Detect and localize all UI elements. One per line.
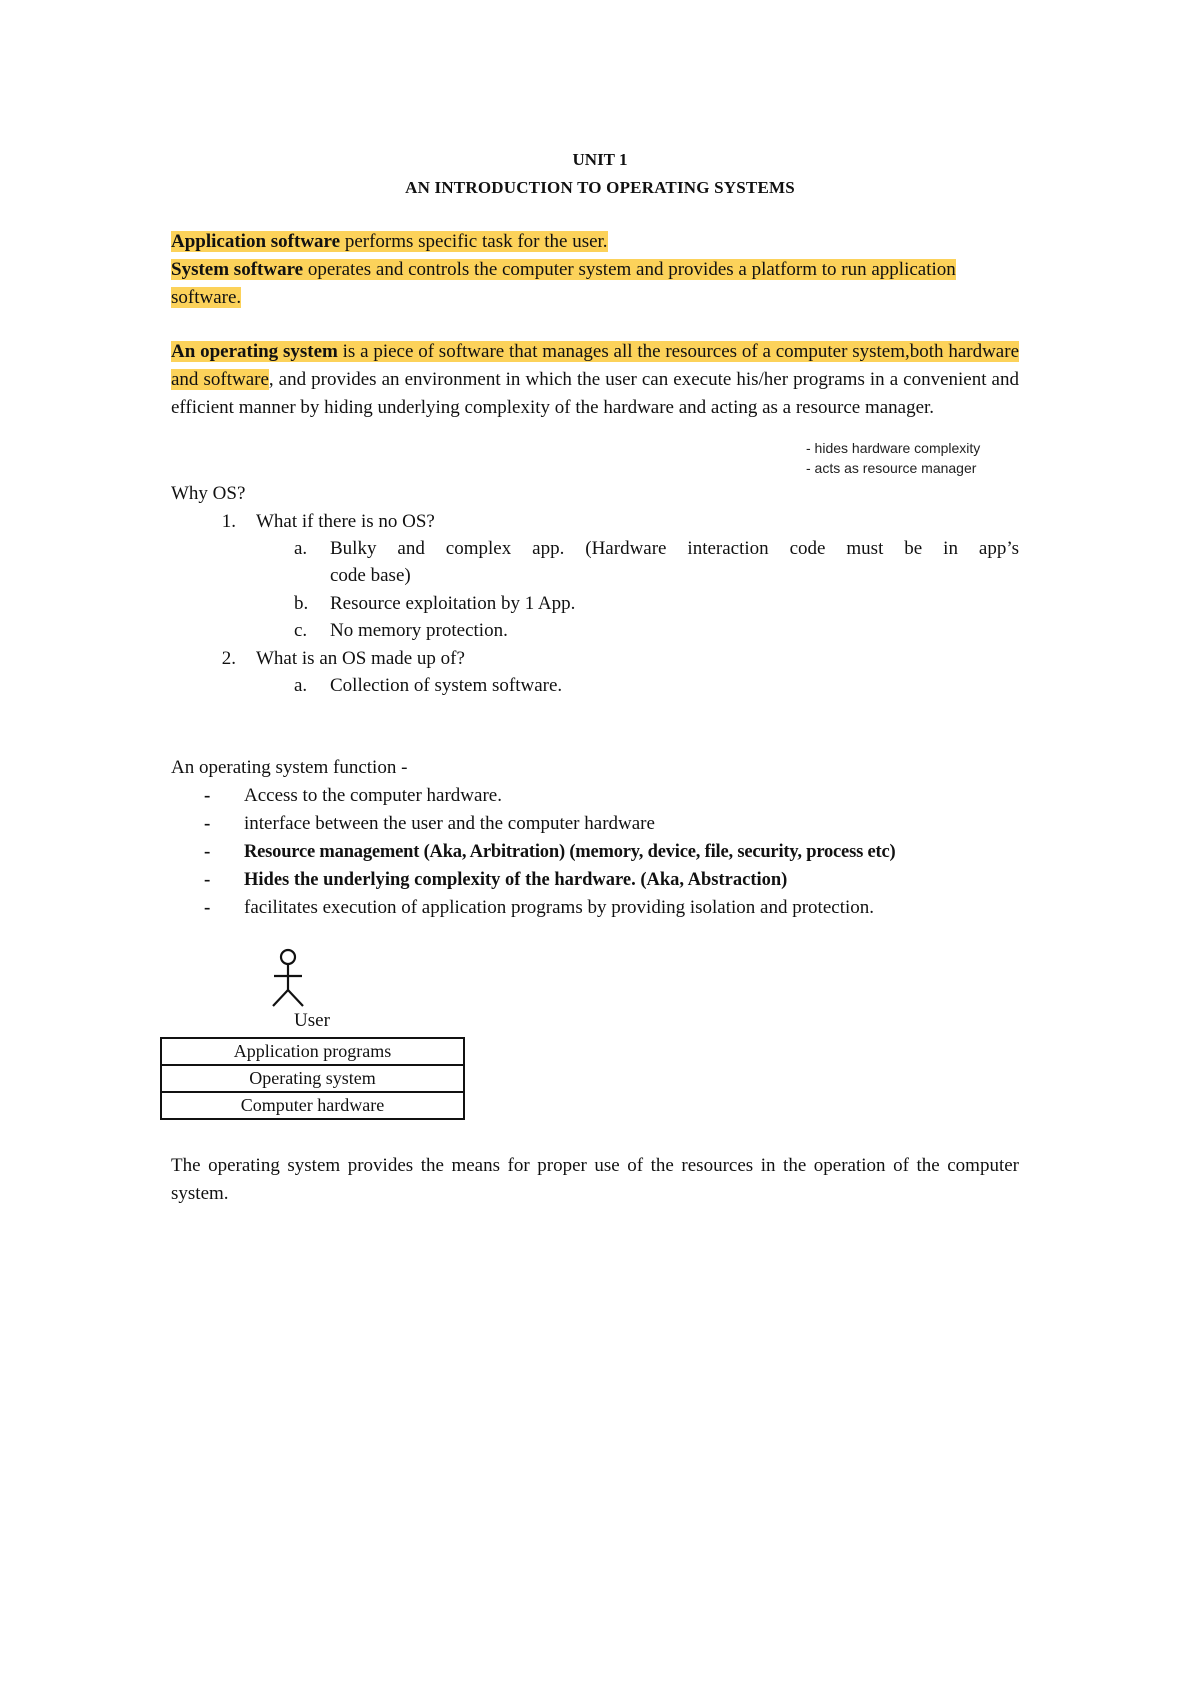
layer-operating-system: Operating system (161, 1065, 464, 1092)
q1-item-b-label: b. (294, 593, 309, 614)
layer-row (161, 1092, 464, 1119)
stick-figure-user-icon (268, 948, 308, 1010)
system-layers-table (160, 1037, 465, 1120)
layer-row (161, 1038, 464, 1065)
os-definition-paragraph (171, 338, 1019, 422)
bullet-dash: - (204, 869, 211, 890)
app-software-term: Application software (171, 231, 341, 252)
definitions-block (171, 228, 1019, 312)
system-software-text: operates and controls the computer system and provides a platform to run application software. (171, 259, 956, 308)
function-item-text: facilitates execution of application programs by providing isolation and protection. (244, 897, 874, 918)
side-note-1: - hides hardware complexity (806, 440, 981, 456)
bullet-dash: - (204, 813, 211, 834)
app-software-text: performs specific task for the user. (340, 231, 608, 252)
side-note-2: - acts as resource manager (806, 460, 977, 476)
layer-row (161, 1065, 464, 1092)
system-software-definition (171, 259, 956, 308)
q1-item-c-label: c. (294, 620, 308, 641)
q1-item-a-continuation: code base) (330, 565, 411, 586)
app-software-definition (171, 231, 608, 252)
document-subtitle: AN INTRODUCTION TO OPERATING SYSTEMS (405, 178, 795, 197)
q1-item-a-label: a. (294, 538, 308, 559)
question-2-number: 2. (221, 648, 236, 669)
q2-item-a-text: Collection of system software. (330, 675, 563, 696)
layer-computer-hardware: Computer hardware (161, 1092, 464, 1119)
q1-item-c-text: No memory protection. (330, 620, 508, 641)
os-highlight-text: is a piece of software that manages all the resources of a computer system,both hardware and software (171, 341, 1020, 390)
layer-application-programs: Application programs (161, 1038, 464, 1065)
why-os-heading: Why OS? (171, 483, 246, 504)
question-2-text: What is an OS made up of? (256, 648, 465, 669)
function-item-text: Hides the underlying complexity of the hardware. (Aka, Abstraction) (244, 870, 788, 890)
os-definition-rest: , and provides an environment in which the user can execute his/her programs in a convenient and efficient manner by hiding underlying complexity of the hardware and acting as a resource manager. (171, 369, 1019, 418)
system-software-term: System software (171, 259, 304, 280)
user-label: User (294, 1010, 330, 1031)
question-1-number: 1. (221, 511, 236, 532)
closing-paragraph: The operating system provides the means for proper use of the resources in the operation of the computer system. (171, 1155, 1019, 1204)
question-1-text: What if there is no OS? (256, 511, 435, 532)
bullet-dash: - (204, 785, 211, 806)
functions-heading: An operating system function - (171, 757, 408, 778)
function-item-text: Resource management (Aka, Arbitration) (memory, device, file, security, process etc) (244, 842, 896, 862)
os-term: An operating system (171, 341, 338, 362)
bullet-dash: - (204, 841, 211, 862)
q1-item-b-text: Resource exploitation by 1 App. (330, 593, 576, 614)
function-item-text: Access to the computer hardware. (244, 785, 502, 806)
q1-item-a-text: Bulky and complex app. (Hardware interaction code must be in app’s (330, 538, 1019, 559)
unit-title: UNIT 1 (572, 150, 628, 169)
function-item-text: interface between the user and the computer hardware (244, 813, 655, 834)
q2-item-a-label: a. (294, 675, 308, 696)
bullet-dash: - (204, 897, 211, 918)
